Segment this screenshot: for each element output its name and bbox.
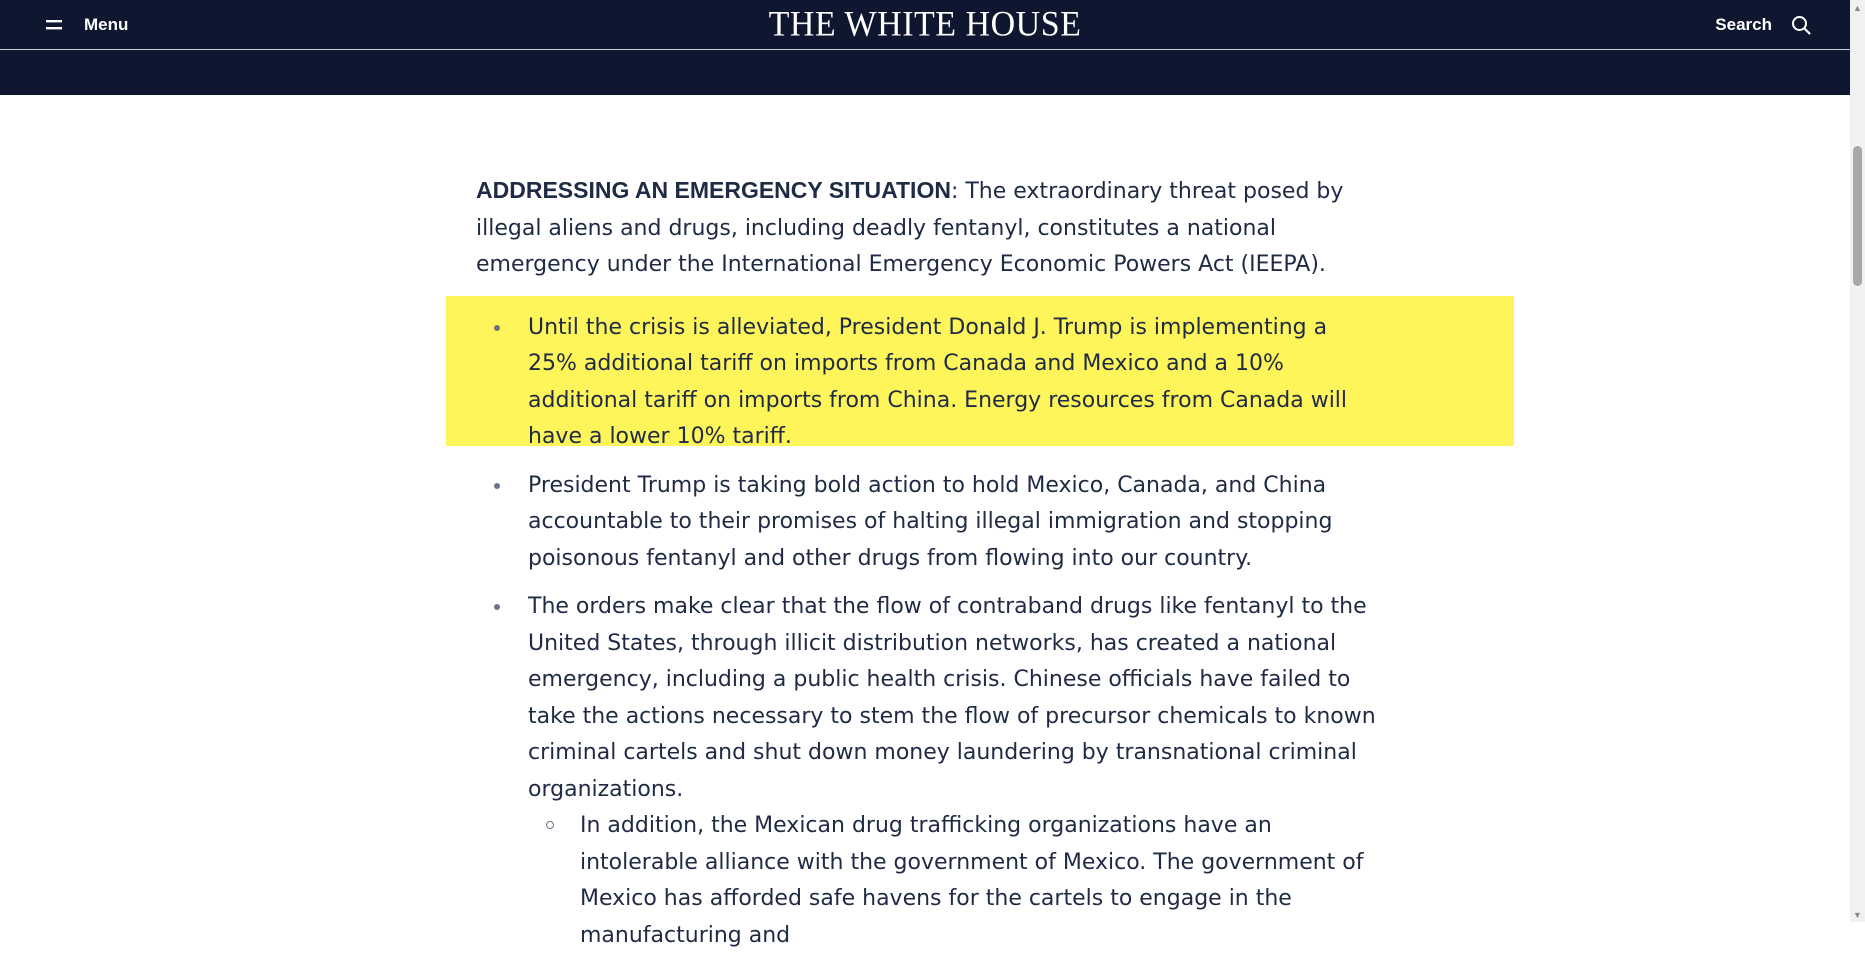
list-item bbox=[476, 310, 1376, 456]
bullet-dot bbox=[494, 325, 500, 331]
scroll-down-arrow-icon[interactable]: ▼ bbox=[1850, 907, 1865, 922]
article-body bbox=[476, 172, 1376, 954]
menu-label: Menu bbox=[84, 15, 128, 35]
list-item-text: The orders make clear that the flow of contraband drugs like fentanyl to the United States, through illicit distribution networks, has created a national emergency, including a public health crisis. Chinese officials have failed to take the actions necessary to stem the flow of precursor chemicals to known criminal cartels and shut down money laundering by transnational criminal organizations. bbox=[528, 589, 1376, 808]
list-item bbox=[476, 589, 1376, 954]
intro-heading: ADDRESSING AN EMERGENCY SITUATION bbox=[476, 177, 951, 203]
search-button[interactable] bbox=[1715, 12, 1812, 38]
list-item-text: President Trump is taking bold action to hold Mexico, Canada, and China accountable to their promises of halting illegal immigration and stopping poisonous fentanyl and other drugs from flowing into our country. bbox=[528, 468, 1376, 578]
vertical-scrollbar[interactable] bbox=[1850, 0, 1865, 922]
intro-text: : The extraordinary threat posed by illegal aliens and drugs, including deadly fentanyl, constitutes a national emergency under the International Emergency Economic Powers Act (IEEPA). bbox=[476, 179, 1343, 277]
sub-list-item-text: In addition, the Mexican drug trafficking organizations have an intolerable alliance with the government of Mexico. The government of Mexico has afforded safe havens for the cartels to engage in the manufacturing and bbox=[580, 808, 1376, 954]
bullet-list bbox=[476, 310, 1376, 954]
site-title[interactable]: THE WHITE HOUSE bbox=[0, 5, 1850, 45]
sub-list-item bbox=[528, 808, 1376, 954]
magnifier-icon bbox=[1790, 14, 1812, 36]
intro-paragraph bbox=[476, 172, 1376, 284]
site-header bbox=[0, 0, 1850, 95]
header-bar bbox=[0, 0, 1850, 50]
scroll-up-arrow-icon[interactable]: ▲ bbox=[1850, 0, 1865, 15]
bullet-dot bbox=[494, 483, 500, 489]
sub-bullet-circle bbox=[546, 821, 554, 829]
bullet-dot bbox=[494, 604, 500, 610]
scroll-thumb[interactable] bbox=[1853, 146, 1862, 286]
list-item bbox=[476, 468, 1376, 578]
sub-list bbox=[528, 808, 1376, 954]
search-label: Search bbox=[1715, 15, 1772, 35]
list-item-text: Until the crisis is alleviated, President Donald J. Trump is implementing a 25% additional tariff on imports from Canada and Mexico and a 10% additional tariff on imports from China. Energy resources from Canada will have a lower 10% tariff. bbox=[528, 310, 1376, 456]
